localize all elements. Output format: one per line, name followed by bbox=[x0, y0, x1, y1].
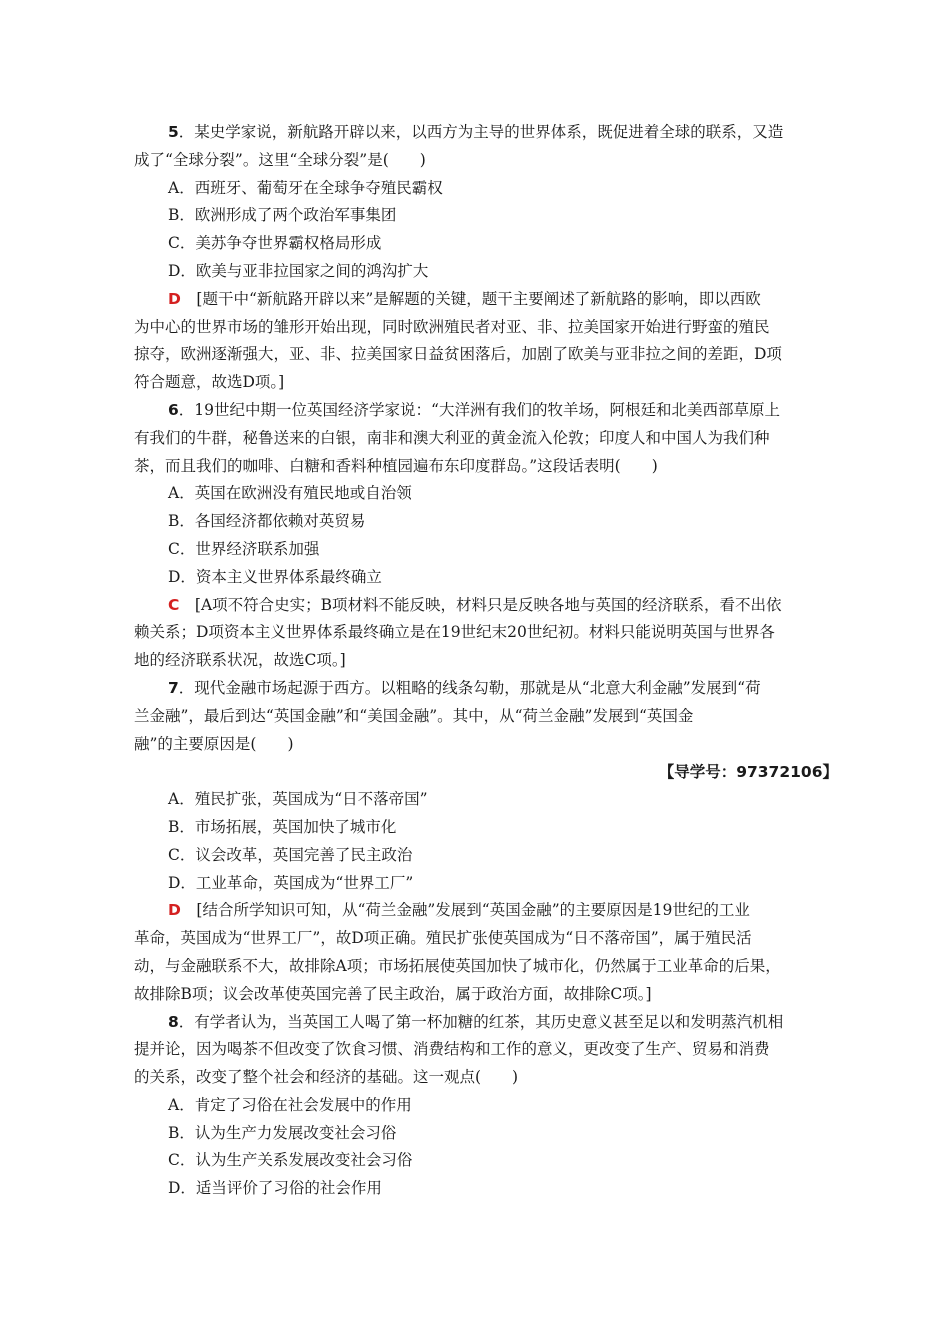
explanation-line: [结合所学知识可知，从“荷兰金融”发展到“英国金融”的主要原因是19世纪的工业 bbox=[196, 901, 750, 920]
explanation-line: 革命，英国成为“世界工厂”，故D项正确。殖民扩张使英国成为“日不落帝国”，属于殖民活 bbox=[134, 929, 752, 948]
question-stem bbox=[134, 1009, 838, 1037]
option-d: D．欧美与亚非拉国家之间的鸿沟扩大 bbox=[168, 261, 429, 280]
explanation-line: 赖关系；D项资本主义世界体系最终确立是在19世纪末20世纪初。材料只能说明英国与世界各 bbox=[134, 623, 775, 642]
question-6 bbox=[134, 397, 838, 675]
explanation-line: 掠夺，欧洲逐渐强大，亚、非、拉美国家日益贫困落后，加剧了欧美与亚非拉之间的差距，D项 bbox=[134, 345, 782, 364]
stem-line: ．19世纪中期一位英国经济学家说：“大洋洲有我们的牧羊场，阿根廷和北美西部草原上 bbox=[178, 400, 780, 419]
option-b: B．市场拓展，英国加快了城市化 bbox=[168, 817, 397, 836]
option-c: C．世界经济联系加强 bbox=[168, 539, 320, 558]
guide-close: 】 bbox=[822, 762, 838, 782]
option-d: D．工业革命，英国成为“世界工厂” bbox=[168, 873, 414, 892]
explanation-line: 为中心的世界市场的雏形开始出现，同时欧洲殖民者对亚、非、拉美国家开始进行野蛮的殖民 bbox=[134, 317, 770, 336]
option-a: A．殖民扩张，英国成为“日不落帝国” bbox=[168, 790, 428, 809]
option-d: D．资本主义世界体系最终确立 bbox=[168, 567, 382, 586]
stem-line: ．现代金融市场起源于西方。以粗略的线条勾勒，那就是从“北意大利金融”发展到“荷 bbox=[178, 678, 761, 697]
guide-code: 97372106 bbox=[736, 763, 823, 782]
stem-line: 提并论，因为喝茶不但改变了饮食习惯、消费结构和工作的意义，更改变了生产、贸易和消费 bbox=[134, 1040, 770, 1059]
stem-line: 成了“全球分裂”。这里“全球分裂”是( ) bbox=[134, 150, 426, 169]
stem-line: ．某史学家说，新航路开辟以来，以西方为主导的世界体系，既促进着全球的联系，又造 bbox=[178, 123, 784, 141]
option-a: A．英国在欧洲没有殖民地或自治领 bbox=[168, 484, 412, 503]
explanation-line: [题干中“新航路开辟以来”是解题的关键，题干主要阐述了新航路的影响，即以西欧 bbox=[196, 289, 761, 308]
option-a: A．西班牙、葡萄牙在全球争夺殖民霸权 bbox=[168, 178, 443, 197]
option-b: B．欧洲形成了两个政治军事集团 bbox=[168, 206, 397, 225]
stem-line: 的关系，改变了整个社会和经济的基础。这一观点( ) bbox=[134, 1068, 519, 1087]
question-7 bbox=[134, 675, 838, 1009]
answer-letter: C bbox=[168, 595, 180, 614]
stem-line: 茶，而且我们的咖啡、白糖和香料种植园遍布东印度群岛。”这段话表明( ) bbox=[134, 456, 658, 475]
question-number: 8 bbox=[168, 1012, 179, 1031]
explanation bbox=[134, 897, 838, 925]
explanation-line: 动，与金融联系不大，故排除A项；市场拓展使英国加快了城市化，仍然属于工业革命的后果， bbox=[134, 956, 781, 975]
explanation-line: 地的经济联系状况，故选C项。] bbox=[134, 651, 346, 670]
option-b: B．认为生产力发展改变社会习俗 bbox=[168, 1123, 397, 1142]
explanation bbox=[134, 592, 838, 620]
option-c: C．美苏争夺世界霸权格局形成 bbox=[168, 234, 382, 253]
stem-line: 融”的主要原因是( ) bbox=[134, 734, 294, 753]
explanation-line: 符合题意，故选D项。] bbox=[134, 373, 285, 392]
stem-line: 有我们的牛群，秘鲁送来的白银，南非和澳大利亚的黄金流入伦敦；印度人和中国人为我们种 bbox=[134, 428, 770, 447]
stem-line: ．有学者认为，当英国工人喝了第一杯加糖的红茶，其历史意义甚至足以和发明蒸汽机相 bbox=[178, 1012, 784, 1031]
option-b: B．各国经济都依赖对英贸易 bbox=[168, 512, 366, 531]
question-5 bbox=[134, 119, 838, 397]
question-number: 5 bbox=[168, 123, 179, 141]
stem-line: 兰金融”，最后到达“英国金融”和“美国金融”。其中，从“荷兰金融”发展到“英国金 bbox=[134, 706, 694, 725]
guide-label: 【导学号： bbox=[658, 762, 737, 782]
question-8 bbox=[134, 1009, 838, 1204]
option-c: C．议会改革，英国完善了民主政治 bbox=[168, 845, 413, 864]
question-stem bbox=[134, 397, 838, 425]
question-stem bbox=[134, 675, 838, 703]
answer-letter: D bbox=[168, 901, 181, 920]
question-content bbox=[134, 119, 838, 1203]
option-d: D．适当评价了习俗的社会作用 bbox=[168, 1179, 382, 1198]
explanation-line: 故排除B项；议会改革使英国完善了民主政治，属于政治方面，故排除C项。] bbox=[134, 984, 652, 1003]
option-c: C．认为生产关系发展改变社会习俗 bbox=[168, 1151, 413, 1170]
explanation-line: [A项不符合史实；B项材料不能反映，材料只是反映各地与英国的经济联系，看不出依 bbox=[194, 595, 782, 614]
question-number: 7 bbox=[168, 678, 179, 697]
explanation bbox=[134, 286, 838, 314]
answer-letter: D bbox=[168, 289, 181, 308]
question-stem bbox=[134, 119, 838, 147]
option-a: A．肯定了习俗在社会发展中的作用 bbox=[168, 1095, 412, 1114]
guide-number bbox=[134, 758, 838, 786]
question-number: 6 bbox=[168, 400, 179, 419]
